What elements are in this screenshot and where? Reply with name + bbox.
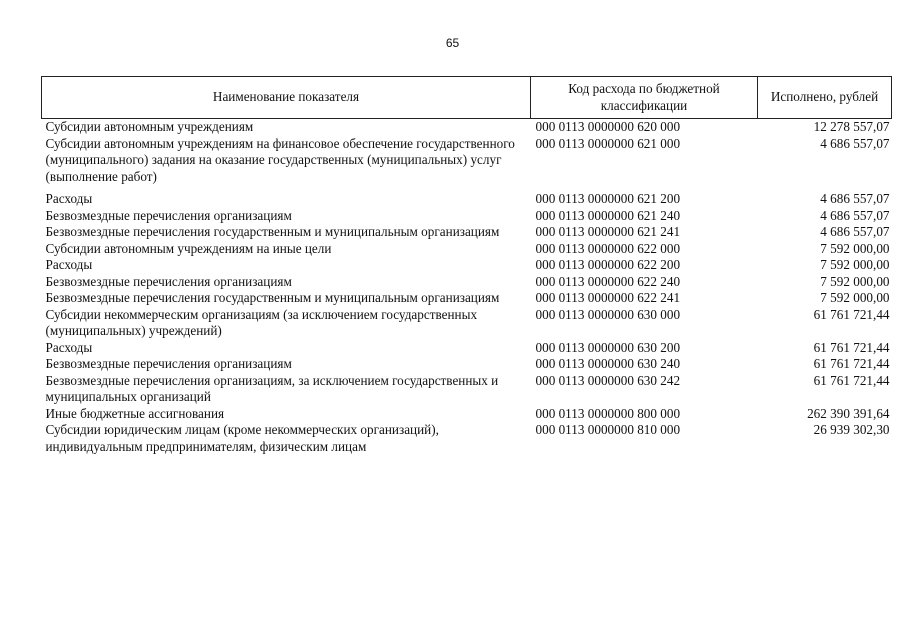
- table-row: [42, 136, 892, 188]
- row-name: Расходы: [45, 191, 93, 206]
- row-amount: 4 686 557,07: [820, 224, 890, 239]
- table-row: [42, 373, 892, 406]
- table-row: [42, 274, 892, 291]
- row-amount: 61 761 721,44: [813, 356, 890, 371]
- row-amount: 4 686 557,07: [820, 207, 890, 223]
- table-row: [42, 224, 892, 241]
- row-name: Безвозмездные перечисления организациям: [45, 356, 292, 371]
- table-row: [42, 356, 892, 373]
- row-amount: 7 592 000,00: [820, 240, 890, 256]
- table-row: [42, 406, 892, 423]
- row-name: Иные бюджетные ассигнования: [45, 405, 225, 421]
- page-number: 65: [445, 36, 460, 50]
- row-name: Субсидии юридическим лицам (кроме некоммерческих организаций), индивидуальным предпринимателям, физическим лицам: [45, 422, 439, 454]
- row-name: Субсидии некоммерческим организациям (за исключением государственных (муниципальных) учреждений): [45, 306, 478, 338]
- row-code: 000 0113 0000000 621 240: [535, 207, 681, 223]
- table-row: [42, 119, 892, 136]
- table-row: [42, 290, 892, 307]
- row-amount: 12 278 557,07: [813, 119, 890, 134]
- table-row: [42, 257, 892, 274]
- header-expense-code: Код расхода по бюджетной классификации: [531, 77, 758, 119]
- row-code: 000 0113 0000000 630 240: [535, 356, 681, 371]
- row-code: 000 0113 0000000 621 241: [535, 224, 681, 239]
- table-row: [42, 208, 892, 225]
- row-amount: 7 592 000,00: [820, 290, 890, 305]
- row-amount: 4 686 557,07: [820, 191, 890, 206]
- row-name: Субсидии автономным учреждениям на иные цели: [45, 240, 332, 256]
- row-code: 000 0113 0000000 622 000: [535, 240, 681, 256]
- row-name: Расходы: [45, 339, 93, 355]
- table-row: [42, 241, 892, 258]
- table-row: [42, 422, 892, 455]
- row-amount: 7 592 000,00: [820, 273, 890, 289]
- table-header-row: [42, 77, 892, 119]
- row-name: Безвозмездные перечисления государственным и муниципальным организациям: [45, 224, 500, 239]
- row-code: 000 0113 0000000 630 200: [535, 339, 681, 355]
- header-indicator-name: Наименование показателя: [42, 77, 531, 119]
- table-row: [42, 187, 892, 208]
- row-code: 000 0113 0000000 622 200: [535, 257, 681, 272]
- header-executed-amount: Исполнено, рублей: [758, 77, 892, 119]
- row-name: Безвозмездные перечисления государственным и муниципальным организациям: [45, 290, 500, 305]
- row-amount: 61 761 721,44: [813, 306, 890, 322]
- row-code: 000 0113 0000000 630 000: [535, 306, 681, 322]
- row-code: 000 0113 0000000 622 241: [535, 290, 681, 305]
- budget-execution-table: [41, 76, 892, 455]
- row-amount: 61 761 721,44: [813, 339, 890, 355]
- table-row: [42, 307, 892, 340]
- row-amount: 26 939 302,30: [813, 422, 890, 437]
- row-name: Субсидии автономным учреждениям: [45, 119, 254, 134]
- row-amount: 4 686 557,07: [820, 135, 890, 151]
- row-code: 000 0113 0000000 810 000: [535, 422, 681, 437]
- row-name: Безвозмездные перечисления организациям: [45, 273, 292, 289]
- row-code: 000 0113 0000000 621 000: [535, 135, 681, 151]
- row-amount: 7 592 000,00: [820, 257, 890, 272]
- row-code: 000 0113 0000000 630 242: [535, 372, 681, 388]
- row-name: Безвозмездные перечисления организациям: [45, 207, 292, 223]
- row-code: 000 0113 0000000 621 200: [535, 191, 681, 206]
- table-row: [42, 340, 892, 357]
- row-amount: 262 390 391,64: [807, 405, 890, 421]
- row-name: Расходы: [45, 257, 93, 272]
- row-code: 000 0113 0000000 800 000: [535, 405, 681, 421]
- row-code: 000 0113 0000000 622 240: [535, 273, 681, 289]
- row-amount: 61 761 721,44: [813, 372, 890, 388]
- row-code: 000 0113 0000000 620 000: [535, 119, 681, 134]
- row-name: Безвозмездные перечисления организациям, за исключением государственных и муниципальных организаций: [45, 372, 499, 404]
- row-name: Субсидии автономным учреждениям на финансовое обеспечение государственного (муниципального) задания на оказание государственных (муниципальных) услуг (выполнение работ): [45, 135, 515, 184]
